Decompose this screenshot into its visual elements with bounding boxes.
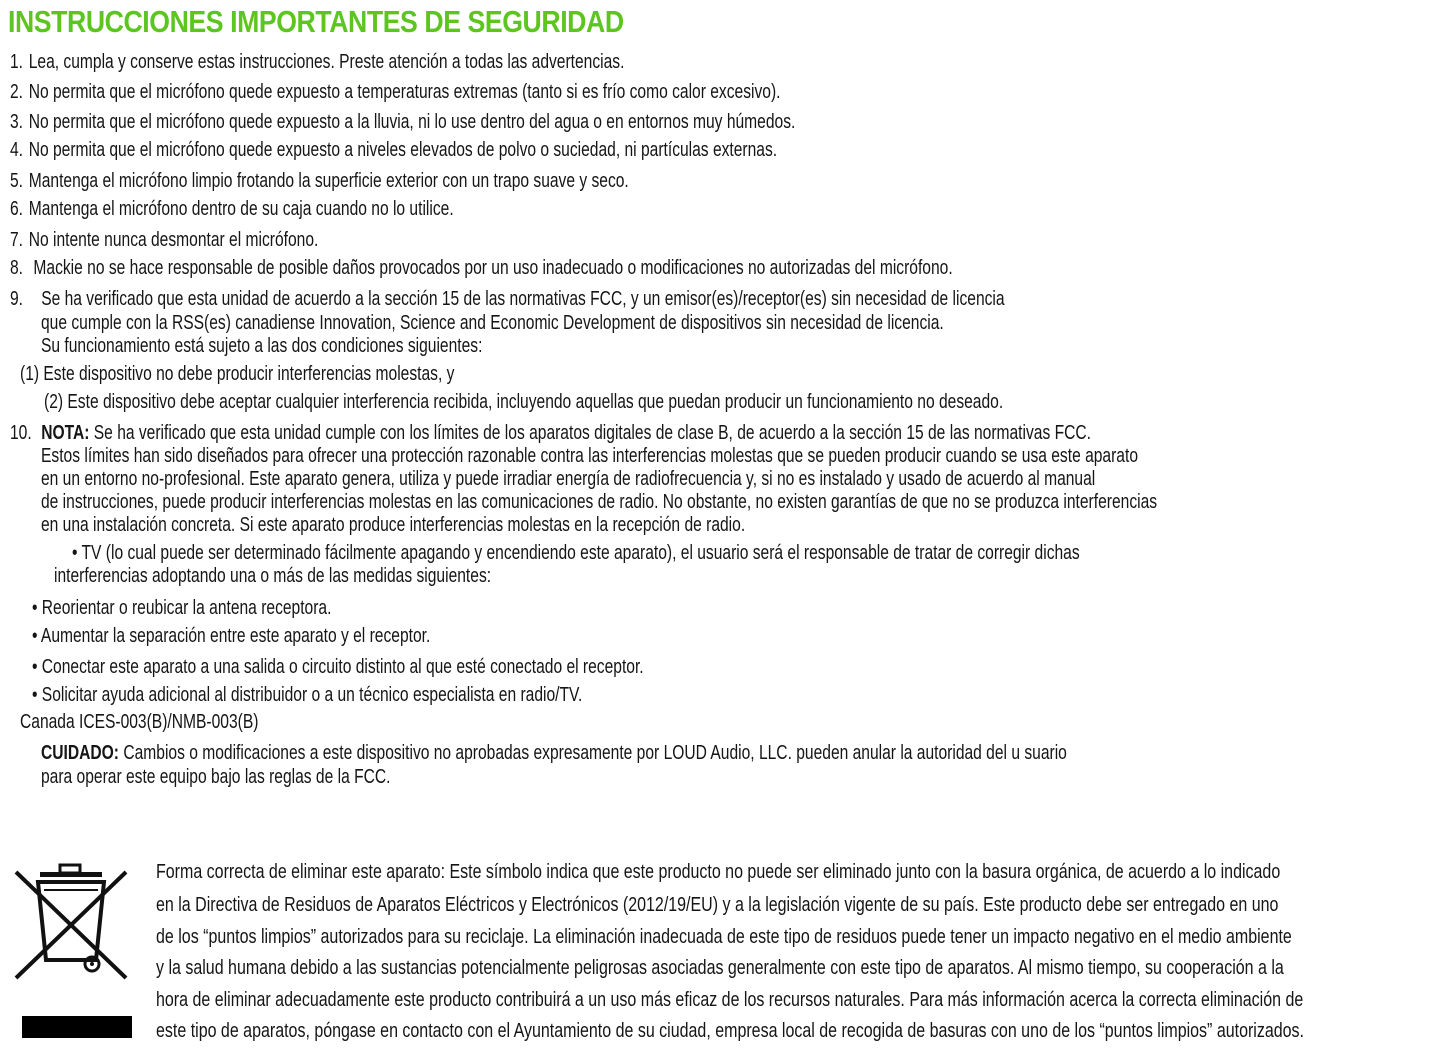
item-10-line-5: en una instalación concreta. Si este aparato produce interferencias molestas en la recepción de radio. <box>41 514 746 536</box>
item-text: No permita que el micrófono quede expuesto a niveles elevados de polvo o suciedad, ni partículas externas. <box>28 139 778 161</box>
item-number: 6. <box>10 198 24 220</box>
measure-item: • Solicitar ayuda adicional al distribuidor o a un técnico especialista en radio/TV. <box>32 684 583 706</box>
item-number: 8. <box>10 257 24 279</box>
weee-line: y la salud humana debido a las sustancias potencialmente peligrosas asociadas generalmente con este tipo de aparatos. Al mismo tiempo, su cooperación a la <box>156 957 1284 979</box>
item-number: 9. <box>10 288 24 310</box>
item-text: Se ha verificado que esta unidad cumple con los límites de los aparatos digitales de clase B, de acuerdo a la sección 15 de las normativas FCC. <box>89 422 1091 444</box>
item-text: No permita que el micrófono quede expuesto a temperaturas extremas (tanto si es frío como calor excesivo). <box>28 81 781 103</box>
list-item <box>10 110 795 134</box>
item-10-line-4: de instrucciones, puede producir interferencias molestas en las comunicaciones de radio. No obstante, no existen garantías de que no se produzca interferencias <box>41 491 1158 513</box>
item-text: Mackie no se hace responsable de posible daños provocados por un uso inadecuado o modificaciones no autorizadas del micrófono. <box>33 257 953 279</box>
item-9-line-2: que cumple con la RSS(es) canadiense Innovation, Science and Economic Development de dispositivos sin necesidad de licencia. <box>41 312 944 334</box>
measure-item: • Aumentar la separación entre este aparato y el receptor. <box>32 625 431 647</box>
list-item <box>10 228 318 252</box>
list-item <box>10 138 777 162</box>
item-text: Mantenga el micrófono dentro de su caja cuando no lo utilice. <box>28 198 454 220</box>
caution-line-2: para operar este equipo bajo las reglas de la FCC. <box>41 766 391 788</box>
measure-item: • Conectar este aparato a una salida o circuito distinto al que esté conectado el receptor. <box>32 656 644 678</box>
list-item-10 <box>10 421 1091 445</box>
list-item <box>10 80 780 104</box>
item-text: No permita que el micrófono quede expuesto a la lluvia, ni lo use dentro del agua o en entornos muy húmedos. <box>28 111 796 133</box>
weee-line: en la Directiva de Residuos de Aparatos Eléctricos y Electrónicos (2012/19/EU) y a la legislación vigente de su país. Este producto debe ser entregado en uno <box>156 894 1279 916</box>
item-text: Lea, cumpla y conserve estas instrucciones. Preste atención a todas las advertencias. <box>28 51 625 73</box>
canada-compliance: Canada ICES-003(B)/NMB-003(B) <box>20 711 259 733</box>
item-9-line-3: Su funcionamiento está sujeto a las dos condiciones siguientes: <box>41 335 483 357</box>
item-10-line-2: Estos límites han sido diseñados para ofrecer una protección razonable contra las interferencias molestas que se pueden producir cuando se usa este aparato <box>41 445 1138 467</box>
item-number: 2. <box>10 81 24 103</box>
crossed-out-wheelie-bin-icon <box>10 860 136 1040</box>
list-item <box>10 169 629 193</box>
item-number: 1. <box>10 51 24 73</box>
list-item <box>10 256 953 280</box>
page-title: INSTRUCCIONES IMPORTANTES DE SEGURIDAD <box>8 4 624 39</box>
caution-label: CUIDADO: <box>41 742 119 764</box>
list-item-9 <box>10 287 1005 311</box>
item-text: No intente nunca desmontar el micrófono. <box>28 229 319 251</box>
item-number: 3. <box>10 111 24 133</box>
weee-line: hora de eliminar adecuadamente este producto contribuirá a un uso más eficaz de los recursos naturales. Para más información acerca la correcta eliminación de <box>156 989 1304 1011</box>
item-text: Se ha verificado que esta unidad de acuerdo a la sección 15 de las normativas FCC, y un emisor(es)/receptor(es) sin necesidad de licencia <box>41 288 1005 310</box>
note-label: NOTA: <box>41 422 90 444</box>
weee-line: este tipo de aparatos, póngase en contacto con el Ayuntamiento de su ciudad, empresa local de recogida de basuras con uno de los “puntos limpios” autorizados. <box>156 1020 1304 1042</box>
item-10-line-6: • TV (lo cual puede ser determinado fácilmente apagando y encendiendo este aparato), el usuario será el responsable de tratar de corregir dichas <box>72 542 1080 564</box>
list-item <box>10 50 624 74</box>
weee-line: Forma correcta de eliminar este aparato: Este símbolo indica que este producto no puede ser eliminado junto con la basura orgánica, de acuerdo a lo indicado <box>156 861 1281 883</box>
condition-2: (2) Este dispositivo debe aceptar cualquier interferencia recibida, incluyendo aquellas que puedan producir un funcionamiento no deseado. <box>44 391 1004 413</box>
item-10-line-3: en un entorno no-profesional. Este aparato genera, utiliza y puede irradiar energía de radiofrecuencia y, si no es instalado y usado de acuerdo al manual <box>41 468 1096 490</box>
weee-line: de los “puntos limpios” autorizados para su reciclaje. La eliminación inadecuada de este tipo de residuos puede tener un impacto negativo en el medio ambiente <box>156 926 1292 948</box>
item-number: 7. <box>10 229 24 251</box>
item-number: 4. <box>10 139 24 161</box>
caution-line-1 <box>41 741 1067 765</box>
item-number: 10. <box>10 422 32 444</box>
item-10-line-7: interferencias adoptando una o más de las medidas siguientes: <box>54 565 492 587</box>
condition-1: (1) Este dispositivo no debe producir interferencias molestas, y <box>20 363 455 385</box>
measure-item: • Reorientar o reubicar la antena receptora. <box>32 597 332 619</box>
caution-text: Cambios o modificaciones a este dispositivo no aprobadas expresamente por LOUD Audio, LLC. pueden anular la autoridad del u suario <box>119 742 1067 764</box>
item-number: 5. <box>10 170 24 192</box>
item-text: Mantenga el micrófono limpio frotando la superficie exterior con un trapo suave y seco. <box>28 170 629 192</box>
list-item <box>10 197 454 221</box>
